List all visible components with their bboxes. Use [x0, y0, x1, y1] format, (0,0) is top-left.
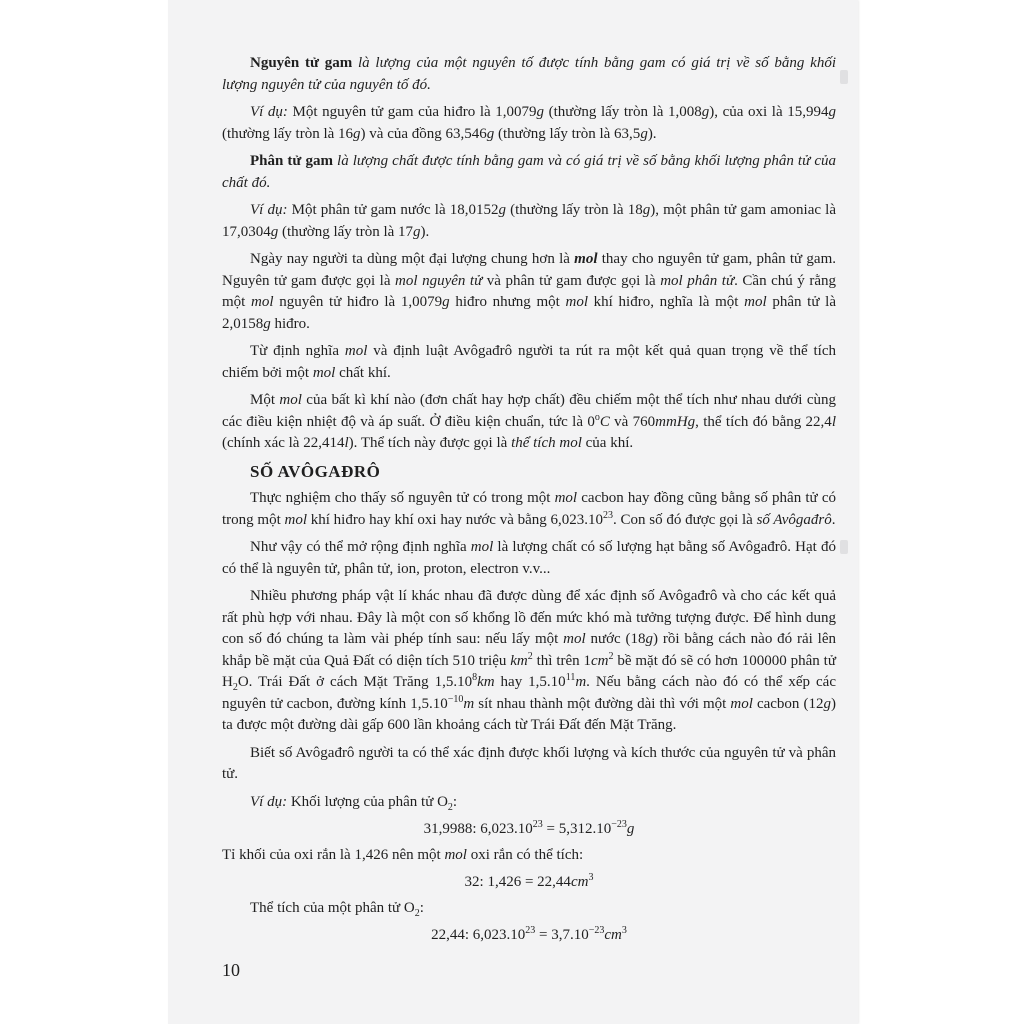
formula-o2-mass: 31,9988: $6,023.10^{23} = 5,312.10^{-23}g$: [423, 819, 635, 837]
paragraph-mol-extended-definition: Như vậy có thể mở rộng định nghĩa mol là lượng chất có số lượng hạt bằng số Avôgađrô. Hạt đó có thể là nguyên tử, phân tử, ion, proton, electron v.v...: [222, 539, 836, 577]
paragraph-avogadro-illustration: Nhiều phương pháp vật lí khác nhau đã được dùng để xác định số Avôgađrô và cho các kết quả rất phù hợp với nhau. Đây là một con số khổng lồ đến mức khó mà tưởng tượng được. Để hình dung con số đó chúng ta làm vài phép tính sau: nếu lấy một mol nước (18g) rồi bằng cách nào đó rải lên khắp bề mặt của Quả Đất có diện tích 510 triệu $km^2$ thì trên $1cm^2$ bề mặt đó sẽ có hơn 100000 phân tử $H_2O$. Trái Đất ở cách Mặt Trăng 1,5.10$^8$km hay 1,5.10$^{11}$m. Nếu bằng cách nào đó có thể xếp các nguyên tử cacbon, đường kính $1,5.10^{-10}m$ sít nhau thành một đường dài thì với một mol cacbon (12g) ta được một đường dài gấp 600 lần khoảng cách từ Trái Đất đến Mặt Trăng.: [222, 588, 836, 733]
page-number: 10: [222, 960, 240, 980]
section-heading: SỐ AVÔGAĐRÔ: [250, 461, 381, 481]
book-page: [168, 0, 858, 1024]
paragraph-avogadro-application: Biết số Avôgađrô người ta có thể xác định được khối lượng và kích thước của nguyên tử và phân tử.: [222, 744, 836, 782]
bleed-mark: [840, 540, 848, 554]
paragraph-mol-volume-intro: Từ định nghĩa mol và định luật Avôgađrô người ta rút ra một kết quả quan trọng về thể tích chiếm bởi một mol chất khí.: [222, 343, 836, 381]
formula-solid-oxygen-volume: 32: $1,426 = 22,44cm^3$: [464, 872, 594, 890]
bleed-mark: [840, 70, 848, 84]
paragraph-o2-molecule-volume: Thể tích của một phân tử $O_2$:: [250, 899, 424, 919]
paragraph-solid-oxygen: Tỉ khối của oxi rắn là 1,426 nên một mol oxi rắn có thể tích:: [222, 846, 584, 863]
paragraph-mol-introduction: Ngày nay người ta dùng một đại lượng chung hơn là mol thay cho nguyên tử gam, phân tử gam. Nguyên tử gam được gọi là mol nguyên tử và phân tử gam được gọi là mol phân tử. Cần chú ý rằng một mol nguyên tử hiđro là 1,0079g hiđro nhưng một mol khí hiđro, nghĩa là một mol phân tử là 2,0158g hiđro.: [222, 251, 836, 332]
paragraph-avogadro-number: Thực nghiệm cho thấy số nguyên tử có trong một mol cacbon hay đồng cũng bằng số phân tử có trong một mol khí hiđro hay khí oxi hay nước và bằng 6,023.10$^{23}$. Con số đó được gọi là số Avôgađrô.: [222, 490, 836, 528]
paragraph-gram-atom-definition: Nguyên tử gam là lượng của một nguyên tố được tính bằng gam có giá trị về số bằng khối lượng nguyên tử của nguyên tố đó.: [222, 55, 836, 93]
formula-o2-molecule-volume: 22,44: $6,023.10^{23} = 3,7.10^{-23}cm^3$: [431, 925, 627, 943]
paragraph-gram-molecule-definition: Phân tử gam là lượng chất được tính bằng gam và có giá trị về số bằng khối lượng phân tử của chất đó.: [222, 153, 836, 191]
paragraph-gram-molecule-example: Ví dụ: Một phân tử gam nước là 18,0152g (thường lấy tròn là 18g), một phân tử gam amoniac là 17,0304g (thường lấy tròn là 17g).: [222, 202, 836, 240]
paragraph-o2-mass-example: Ví dụ: Khối lượng của phân tử $O_2$:: [250, 793, 458, 813]
page-body: [222, 53, 836, 951]
paragraph-molar-volume: Một mol của bất kì khí nào (đơn chất hay hợp chất) đều chiếm một thể tích như nhau dưới cùng các điều kiện nhiệt độ và áp suất. Ở điều kiện chuẩn, tức là 0$^o$C và 760mmHg, thể tích đó bằng 22,4l (chính xác là 22,414l). Thể tích này được gọi là thể tích mol của khí.: [222, 392, 837, 451]
paragraph-gram-atom-example: Ví dụ: Một nguyên tử gam của hiđro là 1,0079g (thường lấy tròn là 1,008g), của oxi là 15,994g (thường lấy tròn là 16g) và của đồng 63,546g (thường lấy tròn là 63,5g).: [222, 104, 836, 142]
